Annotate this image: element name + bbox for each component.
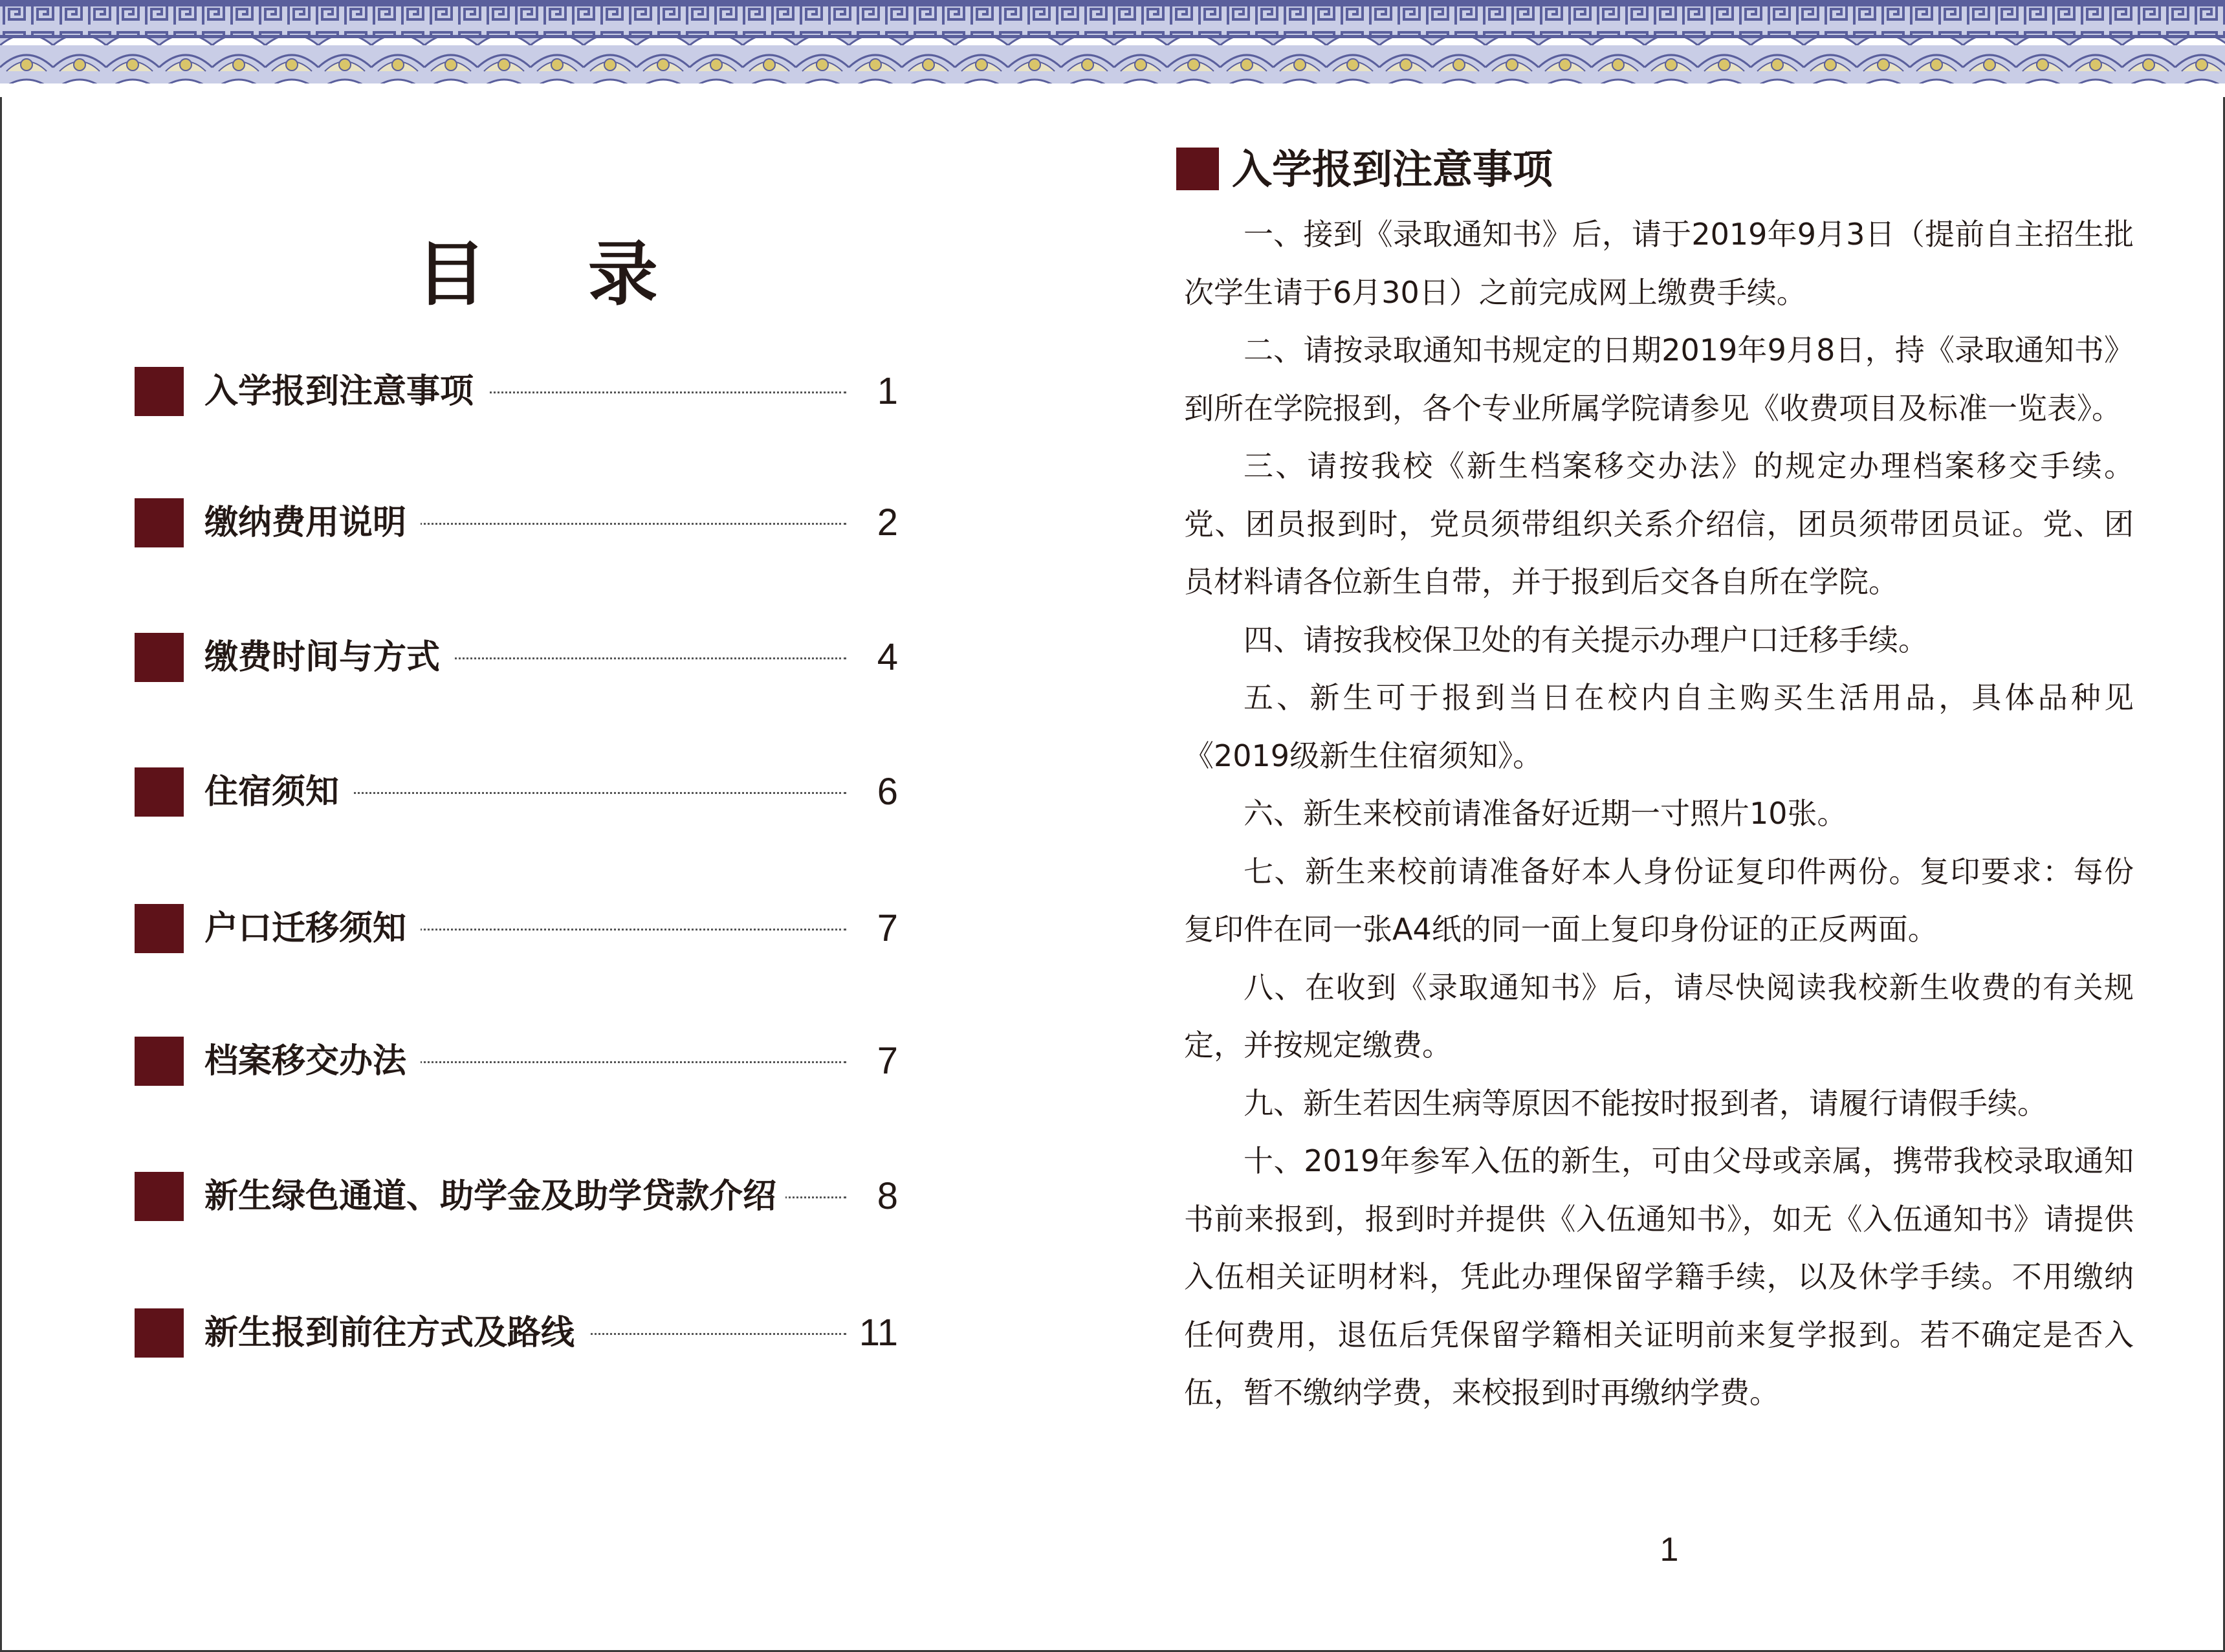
toc-entry-label: 档案移交办法 xyxy=(204,1037,421,1086)
notice-paragraph-10: 十、2019年参军入伍的新生，可由父母或亲属，携带我校录取通知书前来报到，报到时并提供《入伍通知书》，如无《入伍通知书》请提供入伍相关证明材料，凭此办理保留学籍手续，以及休学手续。不用缴纳任何费用，退伍后凭保留学籍相关证明前来复学报到。若不确定是否入伍，暂不缴纳学费，来校报到时再缴纳学费。 xyxy=(1184,1143,2134,1410)
toc-bullet-marker xyxy=(135,498,184,547)
notice-paragraph-3: 三、请按我校《新生档案移交办法》的规定办理档案移交手续。党、团员报到时，党员须带组织关系介绍信，团员须带团员证。党、团员材料请各位新生自带，并于报到后交各自所在学院。 xyxy=(1184,448,2134,599)
section-title: 入学报到注意事项 xyxy=(1232,146,1553,193)
toc-bullet-marker xyxy=(135,1172,184,1221)
notice-paragraph-8: 八、在收到《录取通知书》后，请尽快阅读我校新生收费的有关规定，并按规定缴费。 xyxy=(1184,969,2134,1063)
notice-paragraph-1: 一、接到《录取通知书》后，请于2019年9月3日（提前自主招生批次学生请于6月30日）之前完成网上缴费手续。 xyxy=(1184,217,2134,310)
toc-entry-page: 4 xyxy=(867,633,898,682)
toc-entry-label: 新生报到前往方式及路线 xyxy=(204,1308,589,1358)
notice-paragraph-4: 四、请按我校保卫处的有关提示办理户口迁移手续。 xyxy=(1244,622,1928,657)
toc-entry-page: 11 xyxy=(849,1308,898,1358)
toc-title: 目 录 xyxy=(416,234,697,315)
toc-bullet-marker xyxy=(135,1037,184,1086)
toc-entry[interactable] xyxy=(135,1308,898,1360)
toc-bullet-marker xyxy=(135,367,184,416)
toc-entry-page: 1 xyxy=(867,367,898,416)
notice-body xyxy=(1184,206,2134,1422)
notice-paragraph-5: 五、新生可于报到当日在校内自主购买生活用品，具体品种见《2019级新生住宿须知》。 xyxy=(1184,680,2134,773)
toc-entry[interactable] xyxy=(135,1037,898,1088)
notice-paragraph-6: 六、新生来校前请准备好近期一寸照片10张。 xyxy=(1244,796,1847,831)
toc-entry[interactable] xyxy=(135,1172,898,1224)
toc-entry-label: 户口迁移须知 xyxy=(204,904,421,953)
toc-entry-page: 2 xyxy=(867,498,898,547)
notice-paragraph-9: 九、新生若因生病等原因不能按时报到者，请履行请假手续。 xyxy=(1244,1085,2047,1121)
notice-paragraph-7: 七、新生来校前请准备好本人身份证复印件两份。复印要求：每份复印件在同一张A4纸的同一面上复印身份证的正反两面。 xyxy=(1184,854,2134,947)
page-number: 1 xyxy=(1660,1531,1679,1569)
toc-entry-label: 缴费时间与方式 xyxy=(204,633,454,682)
toc-entry-label: 新生绿色通道、助学金及助学贷款介绍 xyxy=(204,1172,785,1221)
toc-entry-label: 入学报到注意事项 xyxy=(204,367,488,416)
toc-bullet-marker xyxy=(135,633,184,682)
toc-entry-page: 8 xyxy=(867,1172,898,1221)
toc-entry-page: 6 xyxy=(867,767,898,817)
section-bullet-marker xyxy=(1176,148,1219,190)
toc-entry[interactable] xyxy=(135,633,898,685)
toc-bullet-marker xyxy=(135,767,184,817)
toc-bullet-marker xyxy=(135,1308,184,1358)
toc-entry[interactable] xyxy=(135,367,898,419)
toc-bullet-marker xyxy=(135,904,184,953)
notice-paragraph-2: 二、请按录取通知书规定的日期2019年9月8日，持《录取通知书》到所在学院报到，各个专业所属学院请参见《收费项目及标准一览表》。 xyxy=(1184,333,2134,426)
toc-entry-page: 7 xyxy=(867,1037,898,1086)
toc-entry-label: 住宿须知 xyxy=(204,767,353,817)
ornament-border-graphic xyxy=(0,0,2225,97)
toc-entry[interactable] xyxy=(135,767,898,819)
decorative-border xyxy=(0,0,2225,97)
toc-entry-page: 7 xyxy=(867,904,898,953)
toc-entry-label: 缴纳费用说明 xyxy=(204,498,421,547)
toc-entry[interactable] xyxy=(135,904,898,956)
toc-entry[interactable] xyxy=(135,498,898,550)
